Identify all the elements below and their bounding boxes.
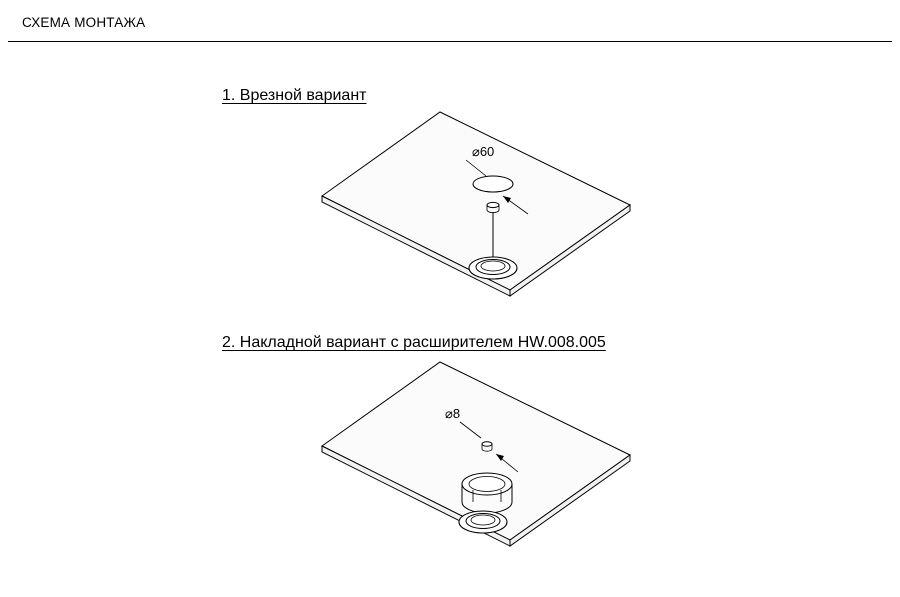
page-title: СХЕМА МОНТАЖА bbox=[22, 15, 146, 30]
fixture-body-ellipse bbox=[487, 202, 499, 207]
dimension-label-1: ⌀60 bbox=[472, 144, 495, 159]
header-divider bbox=[8, 41, 892, 42]
dimension-label-2: ⌀8 bbox=[445, 406, 461, 421]
figure-2-drawing bbox=[280, 350, 680, 580]
page-header bbox=[0, 0, 900, 44]
figure-surface-variant bbox=[280, 350, 680, 580]
section-title-1: 1. Врезной вариант bbox=[222, 87, 367, 104]
drill-hole-outline bbox=[482, 442, 492, 446]
figure-recessed-variant bbox=[280, 100, 680, 320]
figure-1-drawing bbox=[280, 100, 680, 320]
section-title-2: 2. Накладной вариант с расширителем HW.008.005 bbox=[222, 334, 606, 351]
